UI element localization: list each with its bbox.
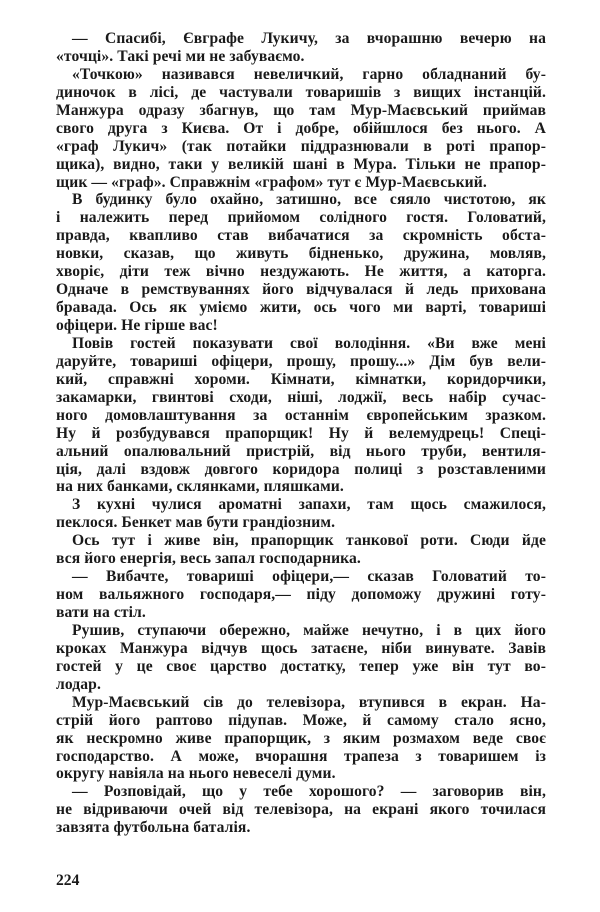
text-line: даруйте, товариші офіцери, прошу, прошу...» Дім був вели-	[56, 352, 546, 370]
text-line: закамарки, гвинтові сходи, ніші, лоджії, весь набір сучас-	[56, 388, 546, 406]
text-line: не відриваючи очей від телевізора, на екрані якого точилася	[56, 801, 546, 819]
paragraph	[56, 783, 546, 837]
text-line: — Вибачте, товариші офіцери,— сказав Головатий то-	[72, 568, 546, 586]
text-line: вся його енергія, весь запал господарника.	[56, 550, 361, 568]
paragraph	[56, 694, 546, 784]
text-line: правда, квапливо став вибачатися за скромність обста-	[56, 227, 546, 245]
text-line: «точці». Такі речі ми не забуваємо.	[56, 47, 305, 65]
text-line: гостей у це своє царство достатку, тепер уже він тут во-	[56, 657, 546, 675]
text-line: — Спасибі, Євграфе Лукичу, за вчорашню вечерю на	[72, 30, 546, 47]
text-line: Ну й розбудувався прапорщик! Ну й велемудрець! Спеці-	[56, 424, 546, 442]
text-line: як нескромно живе прапорщик, з яким розмахом веде своє	[56, 729, 546, 747]
text-line: Одначе в ремствуваннях його відчувалася й ледь прихована	[56, 281, 546, 299]
paragraph	[56, 622, 546, 694]
text-line: округу навіяла на нього невеселі думи.	[56, 765, 336, 783]
text-line: ном вальяжного господаря,— піду допоможу дружині готу-	[56, 586, 546, 604]
text-line: Рушив, ступаючи обережно, майже нечутно, і в цих його	[72, 621, 546, 639]
text-line: завзята футбольна баталія.	[56, 819, 251, 837]
text-line: господарство. А може, вчорашня трапеза з товаришем із	[56, 747, 546, 765]
text-line: «граф Лукич» (так потайки піддразнювали в роті прапор-	[56, 137, 546, 155]
text-line: Манжура одразу збагнув, що там Мур-Маєвський приймав	[56, 101, 546, 119]
paragraph	[56, 496, 546, 532]
text-line: стрій його раптово підупав. Може, й самому стало ясно,	[56, 711, 546, 729]
text-line: пеклося. Бенкет мав бути грандіозним.	[56, 514, 336, 532]
text-line: диночок в лісі, де частували товаришів з вищих інстанцій.	[56, 83, 546, 101]
text-line: З кухні чулися ароматні запахи, там щось смажилося,	[72, 496, 546, 514]
text-line: «Точкою» називався невеличкий, гарно обладнаний бу-	[72, 65, 546, 83]
text-line: — Розповідай, що у тебе хорошого? — заговорив він,	[72, 783, 546, 801]
text-line: щика), видно, таки у великій шані в Мура. Тільки не прапор-	[56, 155, 546, 173]
text-line: кий, справжні хороми. Кімнати, кімнатки, коридорчики,	[56, 370, 546, 388]
text-line: кроках Манжура відчув щось затаєне, ніби винувате. Завів	[56, 639, 546, 657]
text-line: бравада. Ось як уміємо жити, ось чого ми варті, товариші	[56, 299, 546, 317]
text-line: Мур-Маєвський сів до телевізора, втупився в екран. На-	[72, 693, 546, 711]
text-line: ція, далі вздовж довгого коридора полиці з розставленими	[56, 460, 546, 478]
text-line: В будинку було охайно, затишно, все сяяло чистотою, як	[72, 191, 546, 209]
text-line: альний опалювальний пристрій, від нього труби, вентиля-	[56, 442, 546, 460]
text-line: офіцери. Не гірше вас!	[56, 317, 218, 334]
text-line: Ось тут і живе він, прапорщик танкової роти. Сюди йде	[72, 532, 546, 550]
text-line: щик — «граф». Справжнім «графом» тут є Мур-Маєвський.	[56, 173, 487, 191]
text-line: і належить перед прийомом солідного гостя. Головатий,	[56, 209, 546, 227]
text-line: свого друга з Києва. От і добре, обійшлося без нього. А	[56, 119, 546, 137]
text-line: лодар.	[56, 675, 101, 693]
text-line: на них банками, склянками, пляшками.	[56, 478, 344, 496]
text-line: новки, сказав, що живуть бідненько, дружина, мовляв,	[56, 245, 546, 263]
paragraph	[56, 335, 546, 496]
page-body-text	[56, 30, 546, 837]
text-line: вати на стіл.	[56, 604, 146, 621]
paragraph	[56, 532, 546, 568]
text-line: ного домовлаштування за останнім європейським зразком.	[56, 406, 546, 424]
paragraph	[56, 191, 546, 335]
paragraph	[56, 568, 546, 622]
text-line: Повів гостей показувати свої володіння. «Ви вже мені	[72, 334, 546, 352]
text-line: хворіє, діти теж вічно нездужають. Не життя, а каторга.	[56, 263, 546, 281]
paragraph	[56, 66, 546, 192]
page-number: 224	[56, 872, 80, 889]
paragraph	[56, 30, 546, 66]
